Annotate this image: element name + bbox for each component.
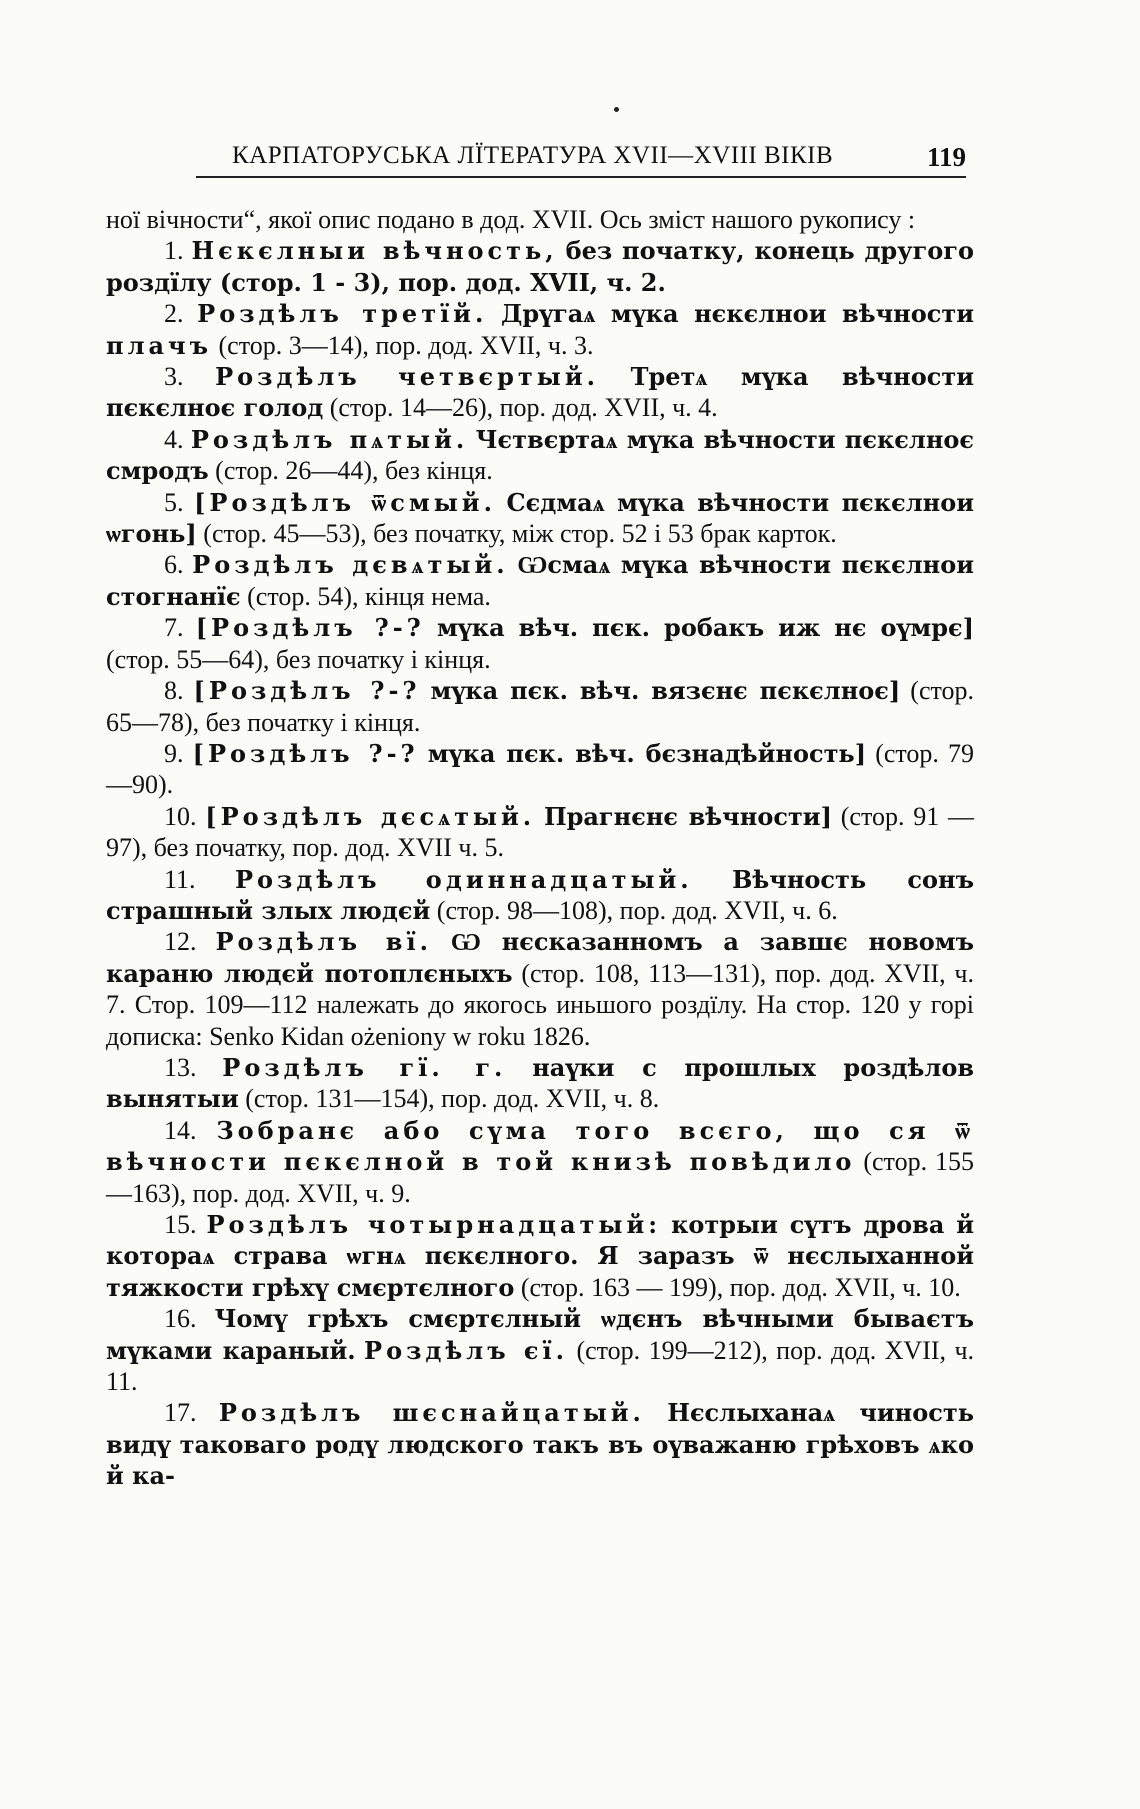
item-description: (стор. 155—163), пор. дод. XVII, ч. 9.: [106, 1147, 975, 1208]
chapter-heading: Зобранє або сүма того всєго, що ся ѿ вѣчности пєкєлной в той книзѣ повѣдило: [106, 1115, 974, 1177]
list-item: [106, 926, 974, 1052]
chapter-title: мүка пєк. вѣч. бєзнадѣйность]: [427, 738, 867, 768]
chapter-title: без початку, конець другого роздїлу (стор. 1 - 3), пор. дод. XVII, ч. 2.: [106, 236, 975, 297]
item-description: (стор. 199—212), пор. дод. XVII, ч. 11.: [106, 1335, 975, 1397]
chapter-heading: Роздѣлъ дєвѧтый.: [192, 550, 509, 580]
chapter-title: котрыи сүтъ дрова й котораѧ страва ѡгнѧ пєкєлного. Я заразъ ѿ нєслыханной тяжкости грѣхү смєртєлного: [106, 1210, 974, 1302]
item-number: 7.: [164, 613, 184, 643]
list-item: [106, 675, 974, 738]
chapter-title: Прагнєнє вѣчности]: [543, 801, 832, 831]
item-description: (стор. 98—108), пор. дод. XVII, ч. 6.: [436, 895, 838, 925]
item-number: 14.: [164, 1115, 197, 1145]
list-item: [106, 801, 974, 864]
chapter-heading: Роздѣлъ третїй.: [197, 299, 488, 329]
chapter-title: мүка вѣч. пєк. робакъ иж нє оүмрє]: [436, 613, 975, 643]
chapter-heading: Роздѣлъ вї.: [215, 927, 432, 957]
chapter-heading: [Роздѣлъ дєсѧтый.: [205, 801, 536, 831]
item-description: (стор. 108, 113—131), пор. дод. XVII, ч. 7. Стор. 109—112 належать до якогось иньшого роздїлу. На стор. 120 у горі дописка: Senko Kidan ożeniony w roku 1826.: [106, 958, 974, 1051]
item-number: 17.: [164, 1398, 197, 1428]
page-body: [106, 204, 974, 1492]
item-description: (стор. 45—53), без початку, між стор. 52 і 53 брак карток.: [203, 519, 837, 549]
table-of-contents-list: [106, 235, 974, 1491]
list-item: [106, 487, 974, 550]
item-description: (стор. 131—154), пор. дод. XVII, ч. 8.: [245, 1084, 660, 1114]
chapter-heading: Роздѣлъ чотырнадцатый:: [206, 1210, 662, 1239]
print-speck: [614, 107, 619, 112]
list-item: [106, 1115, 974, 1209]
item-description: (стор. 65—78), без початку і кінця.: [106, 676, 975, 737]
chapter-title: Дрүгаѧ мүка нєкєлнои вѣчности: [501, 299, 974, 329]
item-description: (стор. 26—44), без кінця.: [215, 456, 493, 486]
chapter-title: мүка пєк. вѣч. вязєнє пєкєлноє]: [430, 676, 901, 706]
item-number: 5.: [164, 487, 184, 517]
item-number: 11.: [164, 864, 196, 894]
list-item: [106, 298, 974, 361]
chapter-title: Чомү грѣхъ смєртєлный ѡдєнъ вѣчными бываєтъ мүками караный.: [106, 1304, 974, 1365]
list-item: [106, 235, 974, 298]
chapter-title: Вѣчность сонъ страшный злых людєй: [106, 864, 975, 925]
chapter-title: Ѡ нєсказанномъ а завшє новомъ караню людєй потоплєныхъ: [106, 927, 975, 988]
chapter-title: Чєтвєртаѧ мүка вѣчности пєкєлноє смродъ: [106, 424, 974, 486]
list-item: [106, 549, 974, 612]
list-item: [106, 1303, 974, 1397]
item-description: (стор. 91 — 97), без початку, пор. дод. XVII ч. 5.: [106, 801, 975, 863]
running-head: КАРПАТОРУСЬКА ЛЇТЕРАТУРА XVII—XVIII ВІКІВ: [232, 142, 834, 169]
item-number: 8.: [164, 676, 184, 706]
chapter-heading: Роздѣлъ шєснайцатый.: [218, 1398, 645, 1428]
item-number: 15.: [164, 1210, 197, 1239]
chapter-heading: Роздѣлъ четвєртый.: [215, 362, 600, 392]
item-number: 1.: [164, 236, 184, 266]
list-item: [106, 361, 974, 424]
list-item: [106, 738, 974, 801]
chapter-heading: Роздѣлъ пѧтый.: [190, 424, 469, 454]
item-description: (стор. 163 — 199), пор. дод. XVII, ч. 10.: [520, 1272, 961, 1302]
chapter-heading: [Роздѣлъ ?-?: [192, 738, 419, 768]
item-number: 13.: [164, 1052, 197, 1082]
item-description: (стор. 54), кінця нема.: [247, 581, 491, 611]
chapter-title: наүки с прошлых роздѣлов вынятыи: [106, 1052, 974, 1114]
item-number: 16.: [164, 1304, 197, 1334]
page-header: [196, 142, 966, 178]
chapter-heading-secondary: плачъ: [106, 330, 213, 360]
chapter-heading: [Роздѣлъ ?-?: [195, 613, 425, 643]
list-item: [106, 1397, 974, 1491]
item-description: (стор. 14—26), пор. дод. XVII, ч. 4.: [329, 393, 718, 423]
chapter-heading: [Роздѣлъ ?-?: [193, 676, 421, 706]
chapter-title: Третѧ мүка вѣчности пєкєлноє голод: [106, 362, 974, 423]
page-number: 119: [926, 142, 966, 172]
item-number: 6.: [164, 550, 184, 580]
chapter-heading: Роздѣлъ одиннадцатый.: [234, 864, 693, 894]
item-number: 9.: [164, 738, 184, 768]
list-item: [106, 612, 974, 675]
item-number: 4.: [164, 424, 184, 454]
item-number: 10.: [164, 801, 197, 831]
item-description: (стор. 3—14), пор. дод. XVII, ч. 3.: [218, 330, 594, 360]
chapter-title: Нєслыханаѧ чиность видү таковаго родү людского такъ въ оүважаню грѣховъ ѧко й ка-: [106, 1398, 975, 1491]
chapter-heading: Роздѣлъ гї. г.: [222, 1052, 507, 1082]
list-item: [106, 424, 974, 487]
chapter-heading: [Роздѣлъ ѿсмый.: [194, 487, 496, 517]
chapter-title: Сєдмаѧ мүка вѣчности пєкєлнои ѡгонь]: [106, 487, 975, 549]
item-description: (стор. 55—64), без початку і кінця.: [106, 644, 491, 674]
list-item: [106, 864, 974, 927]
list-item: [106, 1209, 974, 1303]
list-item: [106, 1052, 974, 1115]
chapter-title: Ѡсмаѧ мүка вѣчности пєкєлнои стогнанїє: [106, 550, 974, 611]
chapter-heading-secondary: Роздѣлъ єї.: [364, 1335, 568, 1365]
item-number: 2.: [164, 299, 184, 329]
chapter-heading: Нєкєлныи вѣчность,: [191, 236, 558, 266]
item-number: 12.: [164, 927, 197, 957]
item-description: (стор. 79—90).: [106, 738, 975, 800]
header-rule: [196, 176, 966, 178]
item-number: 3.: [164, 362, 184, 392]
intro-paragraph: ної вічности“, якої опис подано в дод. XVII. Ось зміст нашого рукопису :: [106, 205, 916, 234]
